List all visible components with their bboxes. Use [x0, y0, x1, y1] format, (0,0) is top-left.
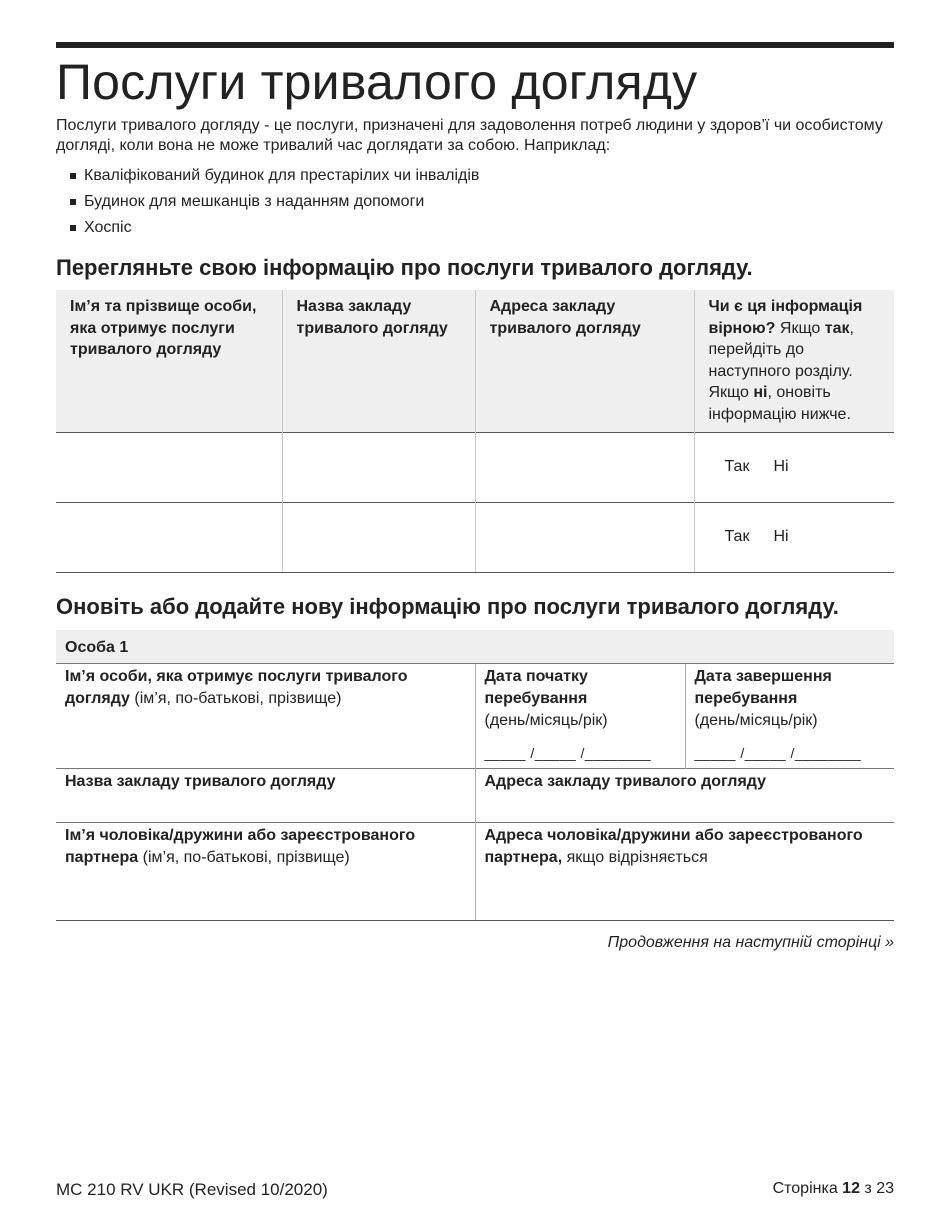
table-header-row [56, 290, 894, 432]
update-table [56, 630, 894, 921]
intro-paragraph: Послуги тривалого догляду - це послуги, призначені для задоволення потреб людини у здоров’ї чи особистому догляді, коли вона не може тривалий час доглядати за собою. Наприклад: [56, 117, 883, 154]
continue-note: Продовження на наступній сторінці » [607, 934, 894, 951]
review-heading: Перегляньте свою інформацію про послуги тривалого догляду. [56, 255, 753, 280]
no-option[interactable]: Ні [773, 458, 789, 475]
facility-name-cell[interactable] [282, 432, 475, 502]
square-bullet-icon [70, 199, 76, 205]
recipient-name-field[interactable]: Ім’я особи, яка отримує послуги тривалого догляду (ім’я, по-батькові, прізвище) [56, 664, 475, 769]
facility-name-cell[interactable] [282, 502, 475, 572]
table-row [56, 823, 894, 921]
list-item: Будинок для мешканців з наданням допомоги [70, 192, 479, 218]
examples-list [70, 166, 479, 244]
table-row [56, 664, 894, 769]
square-bullet-icon [70, 225, 76, 231]
table-row [56, 769, 894, 823]
facility-name-field[interactable]: Назва закладу тривалого догляду [56, 769, 475, 823]
table-row [56, 502, 894, 572]
page-title: Послуги тривалого догляду [56, 54, 698, 110]
yes-no-cell [694, 502, 894, 572]
update-heading: Оновіть або додайте нову інформацію про послуги тривалого догляду. [56, 594, 839, 619]
list-item: Хоспіс [70, 218, 479, 244]
yes-option[interactable]: Так [724, 528, 750, 545]
person-name-cell[interactable] [56, 502, 282, 572]
list-item: Кваліфікований будинок для престарілих чи інвалідів [70, 166, 479, 192]
spouse-name-field[interactable]: Ім’я чоловіка/дружини або зареєстрованого партнера (ім’я, по-батькові, прізвище) [56, 823, 475, 921]
yes-option[interactable]: Так [724, 458, 750, 475]
page-number: Сторінка 12 з 23 [772, 1180, 894, 1197]
end-date-field[interactable]: Дата завершення перебування (день/місяць/рік) _____ /_____ /________ [685, 664, 894, 769]
facility-address-cell[interactable] [475, 502, 694, 572]
col-is-correct: Чи є ця інформація вірною? Якщо так, перейдіть до наступного розділу. Якщо ні, оновіть інформацію нижче. [694, 290, 894, 432]
col-person-name: Ім’я та прізвище особи, яка отримує послуги тривалого догляду [56, 290, 282, 432]
facility-address-field[interactable]: Адреса закладу тривалого догляду [475, 769, 894, 823]
top-rule [56, 42, 894, 48]
person-label: Особа 1 [56, 630, 894, 664]
start-date-field[interactable]: Дата початку перебування (день/місяць/рік) _____ /_____ /________ [475, 664, 685, 769]
person-name-cell[interactable] [56, 432, 282, 502]
facility-address-cell[interactable] [475, 432, 694, 502]
col-facility-name: Назва закладу тривалого догляду [282, 290, 475, 432]
form-id: MC 210 RV UKR (Revised 10/2020) [56, 1180, 328, 1199]
spouse-address-field[interactable]: Адреса чоловіка/дружини або зареєстрованого партнера, якщо відрізняється [475, 823, 894, 921]
col-facility-address: Адреса закладу тривалого догляду [475, 290, 694, 432]
square-bullet-icon [70, 173, 76, 179]
person-header-row [56, 630, 894, 664]
yes-no-cell [694, 432, 894, 502]
review-table [56, 290, 894, 573]
no-option[interactable]: Ні [773, 528, 789, 545]
table-row [56, 432, 894, 502]
